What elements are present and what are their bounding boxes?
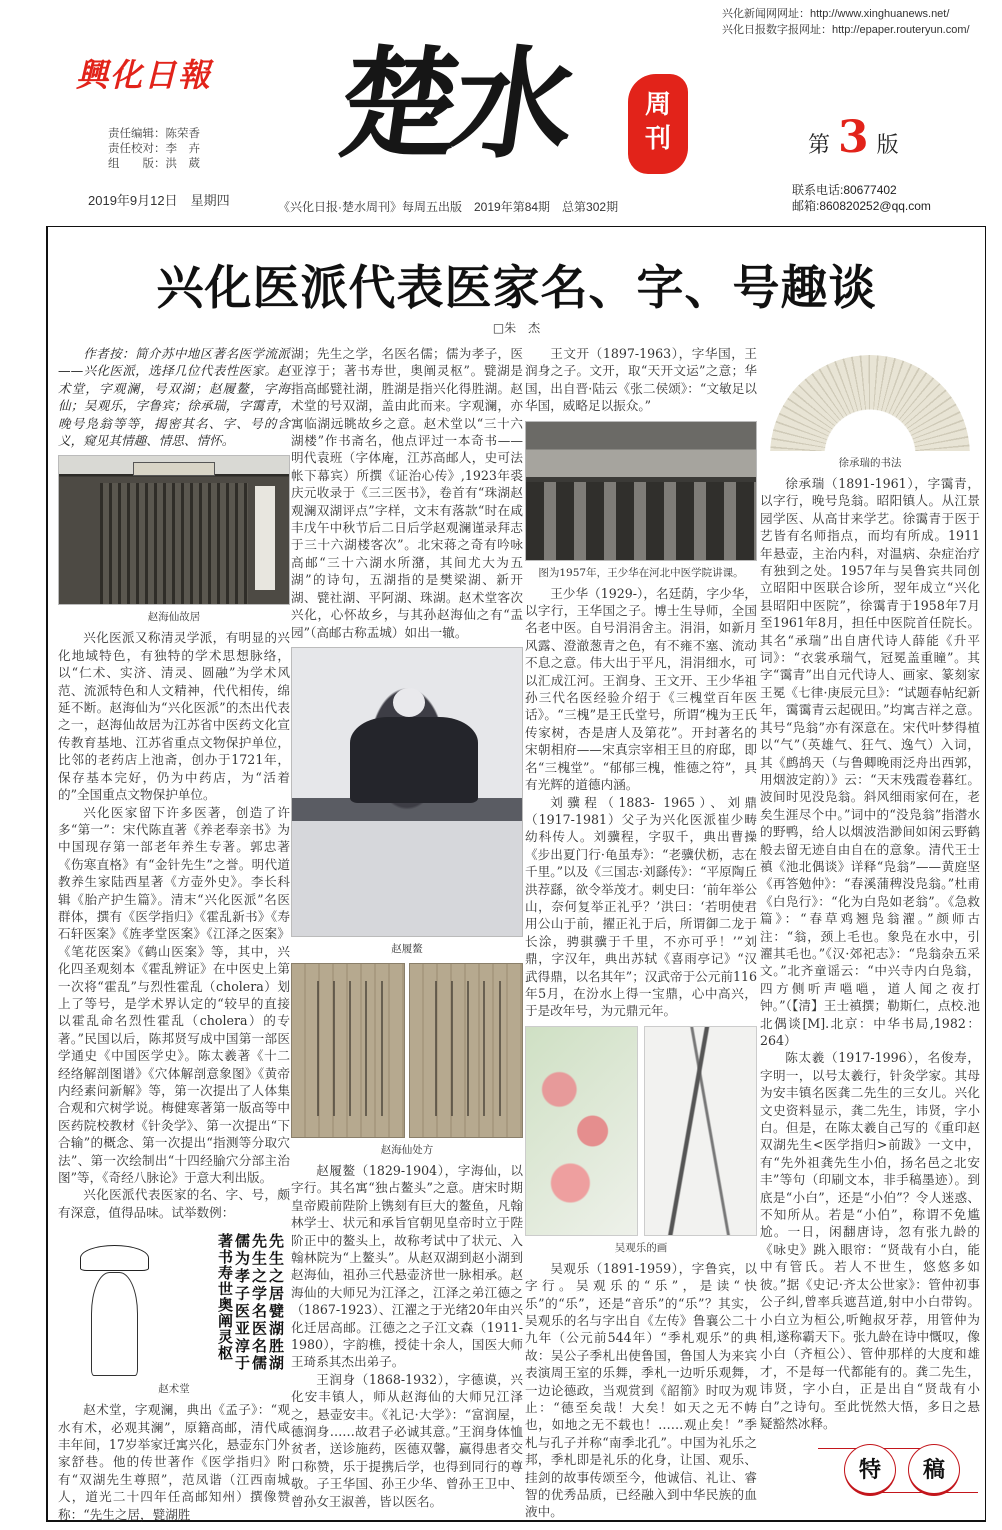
peach-painting xyxy=(525,1026,638,1236)
news-site-link[interactable]: 兴化新闻网网址：http://www.xinghuanews.net/ xyxy=(722,8,950,20)
caption-paintings: 吴观乐的画 xyxy=(614,1241,668,1254)
paragraph: 吴观乐（1891-1959），字鲁宾，以字行。吴观乐的“乐”，是读“快乐”的“乐”，还是“音乐”的“乐”？其实，吴观乐的名与字出自《左传》鲁襄公二十九年（公元前544年）“季札观乐”的典故：吴公子季札出使鲁国，鲁国人为来宾表演周王室的乐舞，季札一边听乐观舞，一边论德政，当观赏到《韶箾》时叹为观止：“德至矣哉！大矣！如天之无不帱也，如地之无不载也！……观止矣！”季札与孔子并称“南季北孔”。中国为礼乐之邦，季札即是礼乐的化身，让国、观乐、挂剑的故事传颂至今，他诚信、礼让、睿智的优秀品质，已经融入到中华民族的血液中。 xyxy=(525,1260,757,1520)
paragraph: 赵术堂，字观澜，典出《孟子》：“观水有术，必观其澜”，原籍高邮，清代咸丰年间，17岁举家迁寓兴化，悬壶东门外家舒巷。他的传世著作《医学指归》附有“双湖先生尊照”，范凤谐（江西南城人，道光二十四年任高邮知州）撰像赞称：“先生之居，甓湖胜 xyxy=(58,1402,290,1522)
edition-prefix: 第 xyxy=(808,132,831,157)
issue-line: 《兴化日报·楚水周刊》每周五出版 2019年第84期 总第302期 xyxy=(278,200,619,214)
sketch-zhao-shutang xyxy=(58,1227,290,1377)
staff-proofreader: 责任校对：李 卉 xyxy=(108,141,200,155)
author-note: 作者按：简介苏中地区著名医学流派——兴化医派，选择几位代表性医家。赵术堂，字观澜，号双湖；赵履鳌，字海仙；吴观乐，字鲁宾；徐承瑞，字霭青，晚号凫翁等等，揭密其名、字、号的含义，窥见其情趣、情思、情怀。 xyxy=(58,346,290,449)
portrait-sketch-figure xyxy=(58,1227,169,1377)
fan-calligraphy xyxy=(760,351,980,451)
article-column-4 xyxy=(760,345,980,1432)
prescription-page-left xyxy=(291,963,405,1138)
fan-shape xyxy=(770,355,970,451)
paragraph-continued: 湖；先生之学，名医名儒；儒为孝子，医亚淳于；著书寿世，奥阐灵枢”。甓湖是指高邮甓社湖，胜湖是指兴化得胜湖。赵术堂的号双湖，盖由此而来。字观澜，亦寓临湖远眺故乡之意。赵术堂以“三十六湖楼”作书斋名，他点评过一本奇书——明代袁班（字体庵，江苏高邮人，史可法帐下幕宾）所撰《证治心传》,1923年裘庆元收录于《三三医书》，卷首有“珠湖赵观澜双湖评点”字样，文末有落款“时在咸丰戊午中秋节后二日后学赵观澜谨录拜志于三十六湖楼客次”。北宋蒋之奇有吟咏高邮“三十六湖水所潴，其间尤大为五湖”的诗句，五湖指的是樊梁湖、新开湖、甓社湖、平阿湖、珠湖。赵术堂客次兴化，心怀故乡，与其孙赵海仙之有“盂园”（高邮古称盂城）如出一辙。 xyxy=(291,346,523,640)
prescription-page-right xyxy=(409,963,523,1138)
site-links xyxy=(722,6,970,38)
bamboo-painting xyxy=(644,1026,757,1236)
paragraph: 王少华（1929-），名廷荫，字少华，以字行，王华国之子。博士生导师，全国名老中医。自号涓涓舍主。涓涓，如新月风露、澄澈葱青之色，有不雍不塞、流动不息之意。伟大出于平凡，涓涓细水，可以汇成江河。王润身、王文开、王少华祖孙三代名医经验介绍于《三槐堂百年医话》。“三槐”是王氏堂号，所谓“槐为王氏传家树，杏是唐人及第花”。开封著名的宋朝相府——宋真宗宰相王旦的府邸，即名“三槐堂”。“郁郁三槐，惟德之符”，具有光辉的道德内涵。 xyxy=(525,585,757,793)
caption-residence: 赵海仙故居 xyxy=(147,611,201,624)
publish-date: 2019年9月12日 星期四 xyxy=(88,193,230,208)
edition-label xyxy=(808,112,899,163)
article-column-3 xyxy=(525,345,757,1521)
article-column-1 xyxy=(58,345,290,1523)
photo-zhao-lvao xyxy=(291,647,523,937)
paragraph: 徐承瑞（1891-1961），字霭青，以字行，晚号凫翁。昭阳镇人。从江景园学医、从高甘来学艺。徐霭青于医于艺皆有名师指点，而均有所成。1911年悬壶，主治内科，对温病、杂症治疗有独到之处。1957年与吴鲁宾共同创立昭阳中医联合诊所，翌年成立“兴化县昭阳中医院”，徐霭青于1958年7月至1961年8月，担任中医院首任院长。其名“承瑞”出自唐代诗人薛能《升平词》：“衣裳承瑞气，冠冕盖重瞳”。其字“霭青”出自元代诗人、画家、篆刻家王冕《七律·庚辰元旦》：“试题春帖纪新年，霭霭青云起砚田。”均寓吉祥之意。其号“凫翁”亦有深意在。宋代叶梦得植以“气”（英雄气、狂气、逸气）入词，其《鹧鸪天（与鲁卿晚雨泛舟出西郭，用烟波定韵）》云：“天末残霞卷暮红。波间时见没凫翁。斜风细雨家何在，老矣生涯尽个中。”词中的“没凫翁”指潜水的野鸭，给人以烟波浩渺间如闲云野鹤般去留无迹自由自在的意象。清代王士禛《池北偶谈》详释“凫翁”——黄庭坚《再答勉仲》：“春溪蒲稗没凫翁。”杜甫《白凫行》：“化为白凫如老翁”。《急救篇》：“春草鸡翘凫翁濯。”颜师古注：“翁，颈上毛也。象凫在水中，引濯其毛也。”《汉·郊祀志》：“凫翁杂五采文。”北齐童谣云：“中兴寺内白凫翁，四方侧听声嗈嗈，道人闻之夜打钟。”（【清】王士禛撰；勒斯仁，点校.池北偶谈[M].北京：中华书局,1982：264） xyxy=(760,476,980,1048)
weekly-seal xyxy=(628,74,688,174)
special-feature-badge xyxy=(818,1440,968,1500)
epaper-site-link[interactable]: 兴化日报数字报网址：http://epaper.routeryun.com/ xyxy=(722,24,970,36)
caption-classroom: 图为1957年，王少华在河北中医学院讲课。 xyxy=(538,566,744,579)
contact-email[interactable]: 邮箱:860820252@qq.com xyxy=(792,199,931,213)
article-frame xyxy=(46,226,986,1522)
contact-phone: 联系电话:80677402 xyxy=(792,183,897,197)
contact-info xyxy=(792,182,931,214)
paragraph: 兴化医家留下许多医著，创造了许多“第一”：宋代陈直著《养老奉亲书》为中国现存第一部老年养生专著。郭忠著《伤寒直格》有“金针先生”之誉。明代道教养生家陆西星著《方壶外史》。李长科辑《胎产护生篇》。清末“兴化医派”名医群体，撰有《医学指归》《霍乱新书》《寿石轩医案》《旌孝堂医案》《江泽之医案》《笔花医案》《鹤山医案》等，其中，兴化四圣观刻本《霍乱辨证》在中医史上第一次将“霍乱”与烈性霍乱（cholera）划上了等号，是学术界认定的“较早的直接以霍乱命名烈性霍乱（cholera）的专著。”民国以后，陈邦贤写成中国第一部医学通史《中国医学史》。陈太羲著《十二经络解剖图谱》《穴体解剖意象图》《黄帝内经素问新解》等，第一次提出了人体集合观和穴树学说。梅健寒著第一版高等中医药院校教材《针灸学》、第一次提出“下合输”的概念、第一次提出“指测等分取穴法”、第一次绘制出“十四经腧穴分部主治图”等，《奇经八脉论》于意大利出版。 xyxy=(58,804,290,1186)
caption-zhao-shutang: 赵术堂 xyxy=(158,1383,190,1396)
photo-prescription xyxy=(291,963,523,1138)
caption-prescription: 赵海仙处方 xyxy=(380,1143,434,1156)
article-column-2 xyxy=(291,345,523,1510)
article-byline: □朱 杰 xyxy=(492,321,541,335)
staff-credits xyxy=(108,126,200,171)
seal-char-2: 刊 xyxy=(644,124,671,154)
seal-char-1: 周 xyxy=(644,90,671,120)
paintings-wu-guanle xyxy=(525,1026,757,1236)
masthead xyxy=(0,0,1002,220)
paragraph: 兴化医派又称清灵学派，有明显的兴化地域特色，有独特的学术思想脉络，以“仁术、实济、清灵、圆融”为学术风范、流派特色和人文精神，代代相传，绵延不断。赵海仙为“兴化医派”的杰出代表之一，赵海仙故居为江苏省中医药文化宣传教育基地、江苏省重点文物保护单位，比邻的老药店上池斋，创办于1721年，保存基本完好，仍为中药店，为“活着的”全国重点文物保护单位。 xyxy=(58,630,290,803)
article-headline: 兴化医派代表医家名、字、号趣谈 xyxy=(156,261,877,316)
paragraph: 刘骥程（1883- 1965）、刘鼎（1917-1981）父子为兴化医派崔少畴幼科传人。刘骥程，字驭千，典出曹操《步出夏门行·龟虽寿》：“老骥伏枥，志在千里。”以及《三国志·刘繇传》：“平原陶丘洪荐繇，欲令举茂才。刺史曰：‘前年举公山，奈何复举正礼乎？’洪曰：‘若明使君用公山于前，擢正礼于后，所谓御二龙于长涂，骋骐骥于千里，不亦可乎！’”刘鼎，字汉年，典出苏轼《喜雨亭记》“汉武得鼎，以名其年”；汉武帝于公元前116年5月，在汾水上得一宝鼎，心中高兴，于是改年号，为元鼎元年。 xyxy=(525,794,757,1019)
brand-title: 楚水 xyxy=(330,34,578,175)
edition-number: 3 xyxy=(838,112,869,163)
paragraph: 王文开（1897-1963），字华国，王润身之子。文开，取“天开文运”之意；华国，出自晋·陆云《张二侯颂》：“文敏足以华国，威略足以振众。” xyxy=(525,346,757,414)
caption-zhao-lvao: 赵履鳌 xyxy=(391,942,423,955)
staff-layout: 组 版：洪 葳 xyxy=(108,156,200,170)
staff-editor: 责任编辑：陈荣香 xyxy=(108,126,200,140)
paragraph: 陈太羲（1917-1996），名俊寿，字明一，以号太羲行，针灸学家。其母为安丰镇名医龚二先生的三女儿。兴化文史资料显示，龚二先生，讳贤，字小白。但是，在陈太羲自己写的《重印赵双湖先生<医学指归>前跋》一文中，有“先外祖龚先生小伯，扬名邑之北安丰”等句（印刷文本，非手稿墨迹）。到底是“小白”，还是“小伯”？令人迷惑、不知所从。若是“小伯”，称谓不免尴尬。一日，闲翻唐诗，忽有张九龄的《咏史》跳入眼帘：“贤哉有小白，能中有管氏。若人不世生，悠悠多如彼。”据《史记·齐太公世家》：管仲初事公子纠,曾率兵遮莒道,射中小白带钩。小白立为桓公,听鲍叔牙荐，用管仲为相,遂称霸天下。张九龄在诗中慨叹，像小白（齐桓公）、管仲那样的大度和雄才，不是每一代都能有的。龚二先生，讳贤，字小白，正是出自“贤哉有小白”之诗句。至此恍然大悟，多日之悬疑豁然冰释。 xyxy=(760,1050,980,1431)
residence-signboard xyxy=(133,462,216,475)
badge-char-gao: 稿 xyxy=(908,1444,960,1496)
edition-suffix: 版 xyxy=(876,132,899,157)
caption-calligraphy: 徐承瑞的书法 xyxy=(838,457,902,469)
paragraph: 王润身（1868-1932），字德谟，兴化安丰镇人，师从赵海仙的大师兄江泽之，悬壶安丰。《礼记·大学》：“富润屋，德润身……故君子必诚其意。”王润身体恤贫者，送诊施药，医德双馨，赢得患者交口称赞，乐于提携后学，也得到同行的尊敬。子王华国、孙王少华、曾孙王卫中、曾孙女王淑善，皆以医名。 xyxy=(291,1371,523,1509)
badge-char-te: 特 xyxy=(844,1444,896,1496)
paper-logo: 興化日報 xyxy=(76,56,213,94)
paragraph: 兴化医派代表医家的名、字、号，颇有深意，值得品味。试举数例： xyxy=(58,1187,290,1220)
paragraph: 赵履鳌（1829-1904），字海仙，以字行。其名寓“独占鳌头”之意。唐宋时期皇帝殿前陛阶上镌刻有巨大的鳌鱼，凡翰林学士、状元和承旨官朝见皇帝时立于陛阶正中的鳌头上，故称考试中了状元、入翰林院为“上鳌头”。从赵双湖到赵小湖到赵海仙，祖孙三代悬壶济世一脉相承。赵海仙的大师兄为江泽之，江泽之弟江德之（1867-1923）、江濯之于光绪20年由兴化迁居高邮。江德之之子江文森（1911-1980），字韵樵，授徒十余人，国医大师王琦系其杰出弟子。 xyxy=(291,1162,523,1370)
sketch-inscription: 先生之居甓湖胜湖先生之学名医名儒儒为孝子医亚淳于著书寿世奥阐灵枢 xyxy=(216,1233,285,1372)
photo-classroom-1957 xyxy=(525,421,757,561)
photo-zhao-haixian-residence xyxy=(58,455,290,605)
